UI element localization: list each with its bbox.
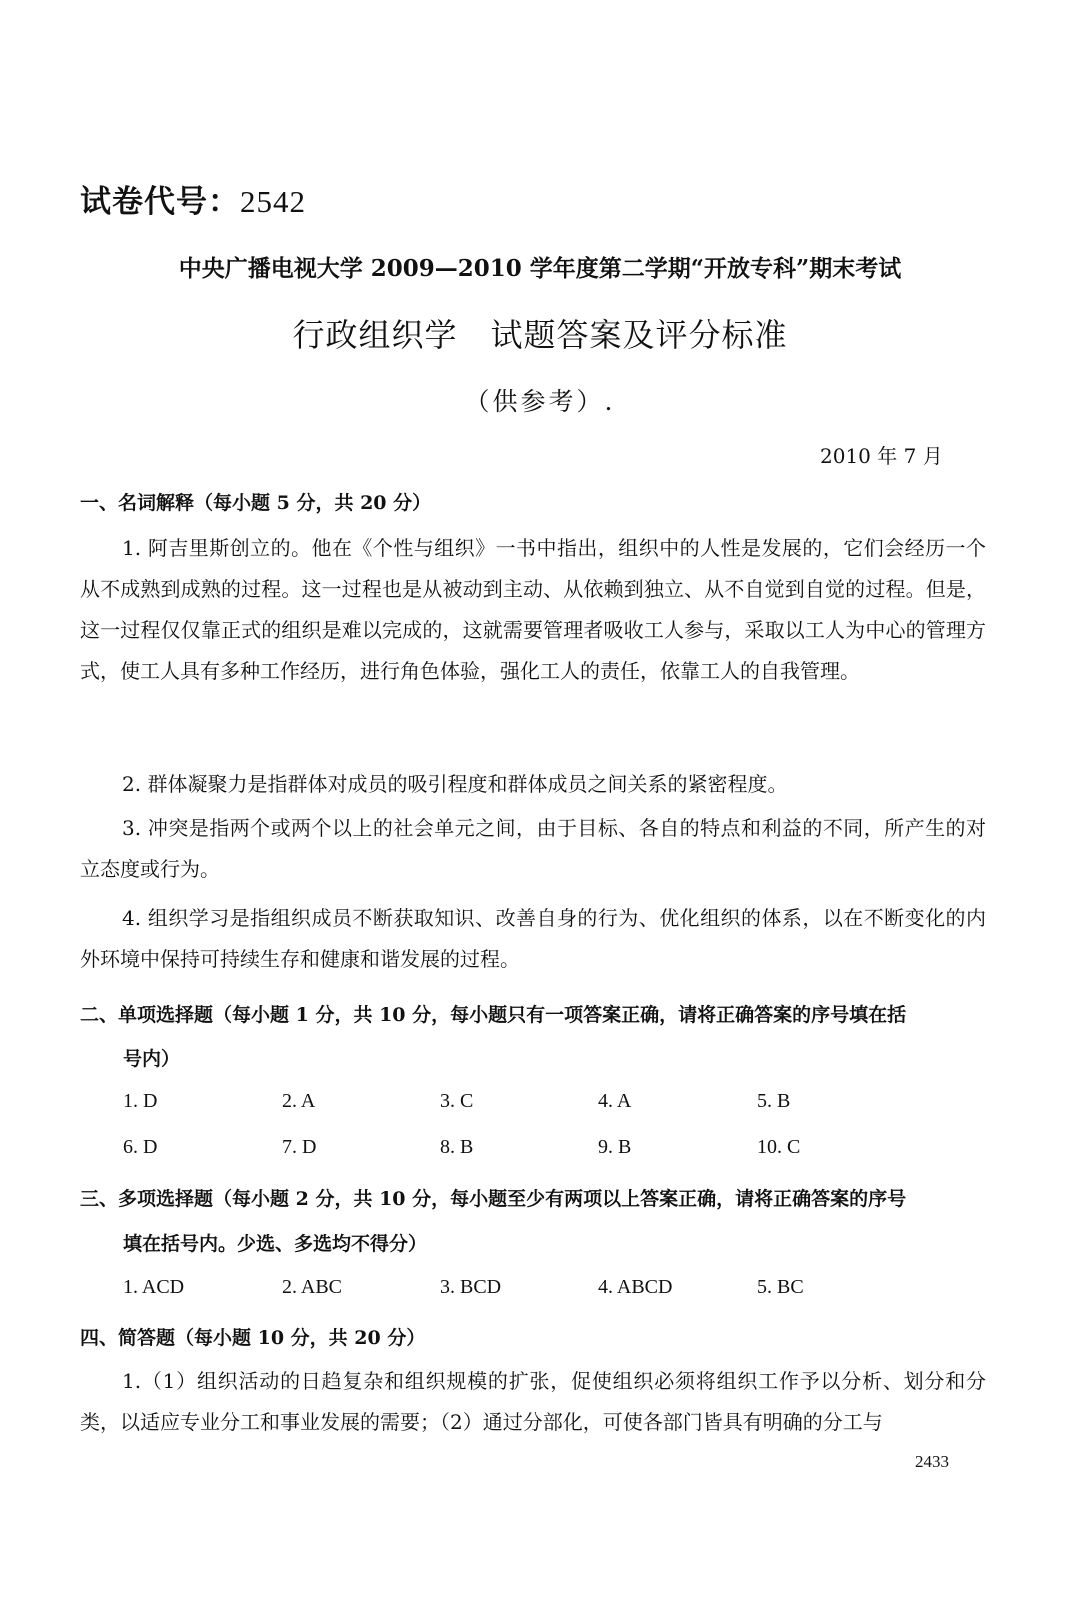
section1-item-1: 1. 阿吉里斯创立的。他在《个性与组织》一书中指出，组织中的人性是发展的，它们会经历一个从不成熟到成熟的过程。这一过程也是从被动到主动、从依赖到独立、从不自觉到自觉的过程。但是，这一过程仅仅靠正式的组织是难以完成的，这就需要管理者吸收工人参与，采取以工人为中心的管理方式，使工人具有多种工作经历，进行角色体验，强化工人的责任，依靠工人的自我管理。	[80, 536, 986, 683]
section1-item-2: 2. 群体凝聚力是指群体对成员的吸引程度和群体成员之间关系的紧密程度。	[122, 772, 788, 796]
document-date: 2010 年 7 月	[820, 444, 943, 468]
section3-answer-4: 4. ABCD	[598, 1276, 673, 1298]
exam-header: 中央广播电视大学 2009—2010 学年度第二学期“开放专科”期末考试	[178, 255, 902, 282]
section3-answer-2: 2. ABC	[282, 1276, 343, 1298]
section3-answer-5: 5. BC	[757, 1276, 804, 1298]
section4-heading: 四、简答题（每小题 10 分，共 20 分）	[80, 1327, 426, 1349]
section3-answer-1: 1. ACD	[123, 1276, 185, 1298]
section2-heading-line2: 号内）	[123, 1048, 181, 1070]
exam-code	[80, 176, 306, 221]
section2-answer-4: 4. A	[598, 1090, 632, 1112]
section3-heading-line1: 三、多项选择题（每小题 2 分，共 10 分，每小题至少有两项以上答案正确，请将正确答案的序号	[80, 1188, 907, 1210]
section1-item-3: 3. 冲突是指两个或两个以上的社会单元之间，由于目标、各自的特点和利益的不同，所产生的对立态度或行为。	[80, 816, 986, 881]
section2-answer-7: 7. D	[282, 1136, 317, 1158]
exam-code-label: 试卷代号：	[80, 184, 240, 220]
section2-answer-1: 1. D	[123, 1090, 158, 1112]
section2-answer-9: 9. B	[598, 1136, 632, 1158]
exam-code-number: 2542	[240, 184, 306, 219]
section1-item-4: 4. 组织学习是指组织成员不断获取知识、改善自身的行为、优化组织的体系，以在不断变化的内外环境中保持可持续生存和健康和谐发展的过程。	[80, 906, 986, 971]
page-number: 2433	[915, 1452, 949, 1471]
document-subtitle: （供参考）.	[464, 387, 616, 416]
section2-answer-8: 8. B	[440, 1136, 474, 1158]
section2-answer-5: 5. B	[757, 1090, 791, 1112]
section3-answer-3: 3. BCD	[440, 1276, 502, 1298]
section2-heading-line1: 二、单项选择题（每小题 1 分，共 10 分，每小题只有一项答案正确，请将正确答案的序号填在括	[80, 1004, 907, 1026]
section3-heading-line2: 填在括号内。少选、多选均不得分）	[123, 1233, 428, 1255]
section2-answer-10: 10. C	[757, 1136, 801, 1158]
section4-item-1: 1.（1）组织活动的日趋复杂和组织规模的扩张，促使组织必须将组织工作予以分析、划分和分类，以适应专业分工和事业发展的需要；（2）通过分部化，可使各部门皆具有明确的分工与	[80, 1369, 986, 1434]
section2-answer-2: 2. A	[282, 1090, 316, 1112]
section2-answer-3: 3. C	[440, 1090, 474, 1112]
section1-heading: 一、名词解释（每小题 5 分，共 20 分）	[80, 492, 432, 514]
section2-answer-6: 6. D	[123, 1136, 158, 1158]
document-title: 行政组织学 试题答案及评分标准	[292, 316, 788, 354]
